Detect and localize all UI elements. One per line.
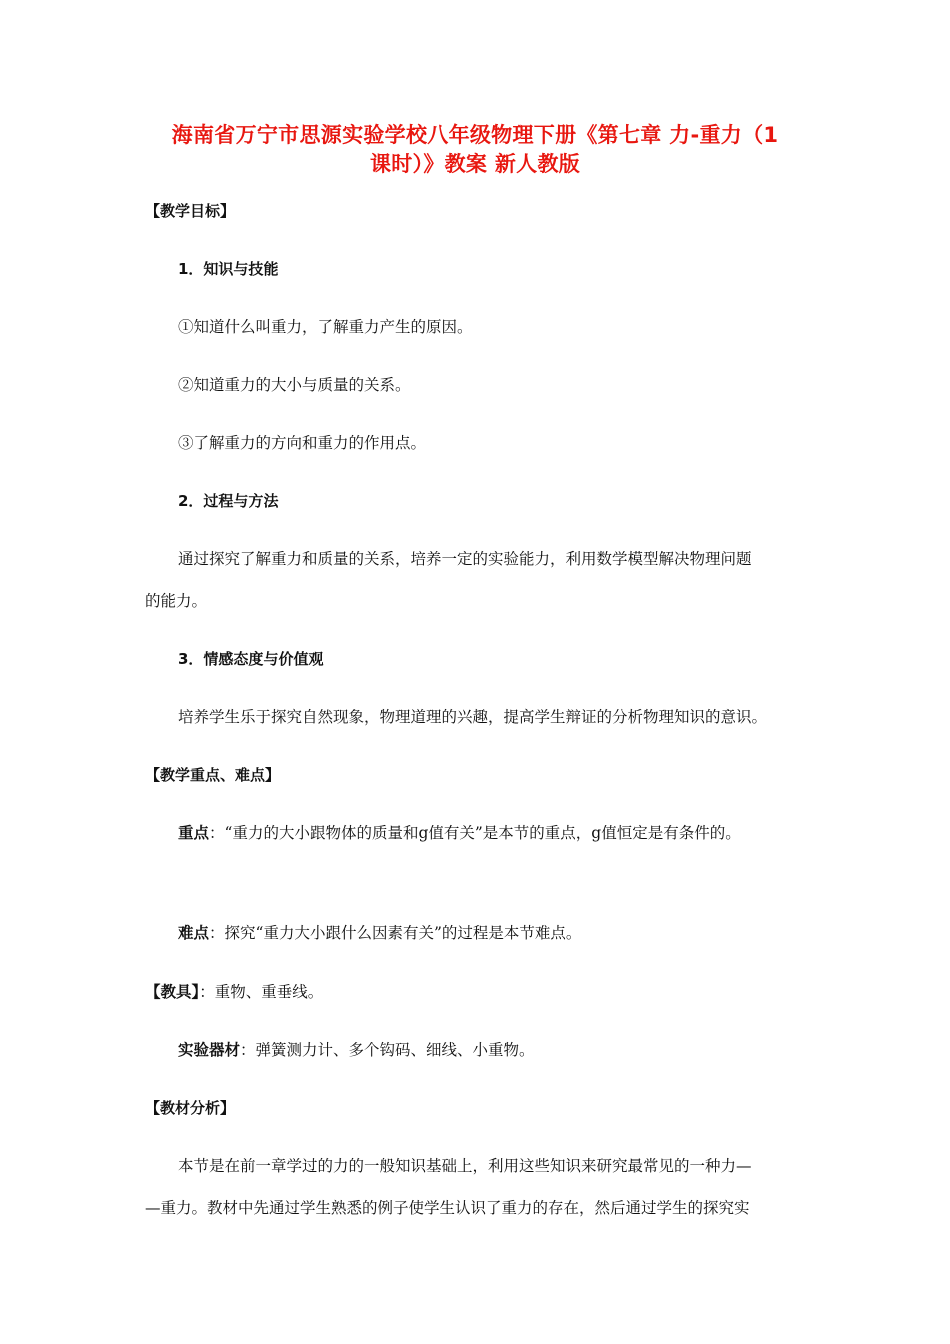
analysis-paragraph-line-2: —重力。教材中先通过学生熟悉的例子使学生认识了重力的存在，然后通过学生的探究实 [145, 1199, 750, 1217]
goal-item-1: ①知道什么叫重力，了解重力产生的原因。 [178, 318, 473, 336]
section-heading-material-analysis: 【教材分析】 [145, 1099, 236, 1117]
section-heading-key-points: 【教学重点、难点】 [145, 766, 281, 784]
goal-item-3: ③了解重力的方向和重力的作用点。 [178, 434, 427, 452]
difficult-point-label: 难点 [178, 924, 210, 942]
teaching-tools-text: ：重物、重垂线。 [199, 983, 324, 1001]
key-point-line [178, 822, 741, 844]
process-paragraph-line-1: 通过探究了解重力和质量的关系，培养一定的实验能力，利用数学模型解决物理问题 [178, 550, 752, 568]
experiment-equipment-line [178, 1039, 535, 1061]
key-point-text: ：“重力的大小跟物体的质量和g值有关”是本节的重点，g值恒定是有条件的。 [209, 824, 741, 842]
analysis-paragraph-line-1: 本节是在前一章学过的力的一般知识基础上，利用这些知识来研究最常见的一种力— [178, 1157, 752, 1175]
experiment-equipment-text: ：弹簧测力计、多个钩码、细线、小重物。 [240, 1041, 535, 1059]
experiment-equipment-label: 实验器材 [178, 1041, 241, 1059]
subheading-knowledge-skills: 1．知识与技能 [178, 260, 279, 278]
document-title [120, 121, 830, 179]
goal-item-2: ②知道重力的大小与质量的关系。 [178, 376, 411, 394]
difficult-point-line [178, 922, 581, 944]
process-paragraph-line-2: 的能力。 [145, 592, 208, 610]
difficult-point-text: ：探究“重力大小跟什么因素有关”的过程是本节难点。 [209, 924, 582, 942]
subheading-process-method: 2．过程与方法 [178, 492, 279, 510]
key-point-label: 重点 [178, 824, 210, 842]
attitude-paragraph: 培养学生乐于探究自然现象，物理道理的兴趣，提高学生辩证的分析物理知识的意识。 [178, 708, 768, 726]
title-line-2: 课时）》教案 新人教版 [369, 152, 581, 176]
teaching-tools-label: 【教具】 [145, 983, 200, 1001]
teaching-tools-line [145, 981, 323, 1003]
subheading-attitude-values: 3．情感态度与价值观 [178, 650, 324, 668]
section-heading-goals: 【教学目标】 [145, 202, 236, 220]
title-line-1: 海南省万宁市思源实验学校八年级物理下册《第七章 力-重力（1 [171, 123, 779, 147]
